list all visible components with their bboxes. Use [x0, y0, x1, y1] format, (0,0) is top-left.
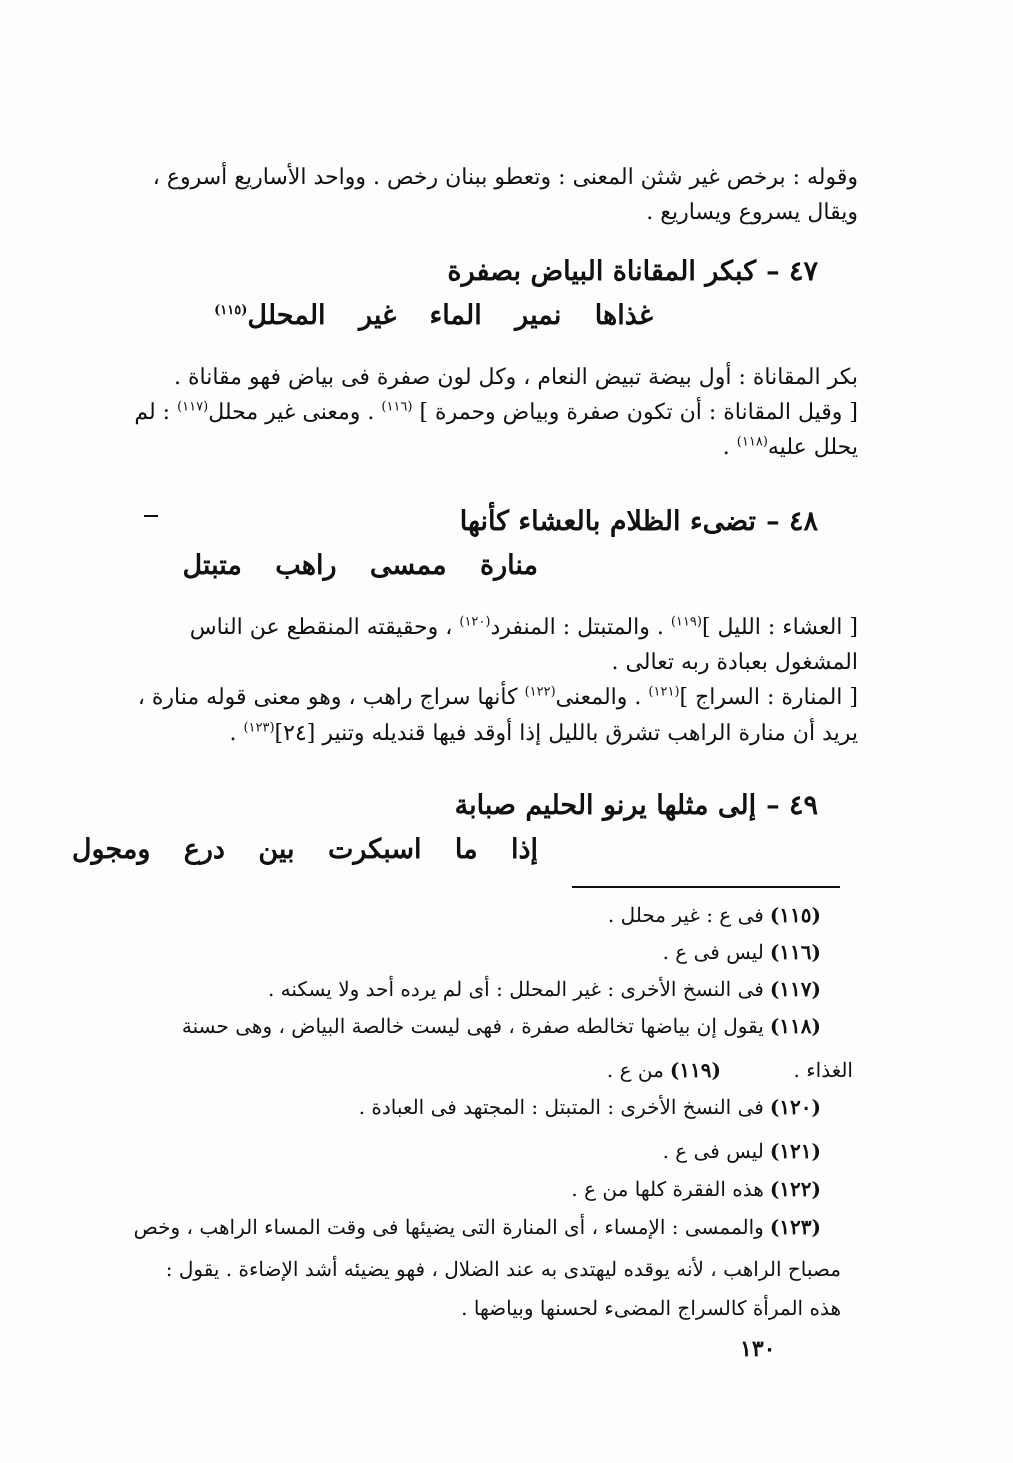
text-span: [ المنارة : السراج ]: [679, 685, 858, 711]
footnote-123-continued-2: [461, 1296, 841, 1320]
footnote-117: [268, 977, 821, 1001]
text-span: يحلل عليه: [767, 435, 858, 461]
footnote-ref-116: (١١٦): [381, 399, 413, 415]
verse-49-second-text: إذا ما اسبكرت بين درع ومجول: [71, 834, 538, 865]
footnote-ref-120: (١٢٠): [459, 614, 491, 630]
verse-49-second-hemistich: [72, 834, 538, 865]
footnote-ref-121: (١٢١): [648, 685, 680, 701]
footnote-text: الغذاء .: [793, 1058, 853, 1082]
footnote-ref-123: (١٢٣): [243, 720, 275, 736]
footnote-text: فى النسخ الأخرى : غير المحلل : أى لم يرده أحد ولا يسكنه .: [267, 977, 764, 1001]
footnote-number: (١٢٣): [769, 1215, 821, 1239]
text-span: : لم: [134, 400, 171, 426]
footnote-116: [663, 940, 821, 964]
footnote-number: (١٢٢): [769, 1177, 821, 1201]
verse-47-second-text: غذاها نمير الماء غير المحلل: [247, 300, 653, 331]
footnote-text: ليس فى ع .: [662, 1139, 764, 1163]
verse-48-number: ٤٨ –: [766, 506, 818, 537]
footnote-119: [607, 1058, 721, 1082]
footnote-text: يقول إن بياضها تخالطه صفرة ، فهى ليست خالصة البياض ، وهى حسنة: [181, 1014, 764, 1038]
commentary-47-line-3: [143, 430, 858, 465]
footnote-number: (١١٩): [669, 1058, 721, 1082]
footnote-text: من ع .: [606, 1058, 664, 1082]
footnote-number: (١٢٠): [769, 1095, 821, 1119]
footnote-122: [571, 1177, 821, 1201]
footnote-text: مصباح الراهب ، لأنه يوقده ليهتدى به عند الضلال ، فهو يضيئه أشد الإضاءة . يقول :: [165, 1257, 841, 1281]
commentary-48-line-2: المشغول بعبادة ربه تعالى .: [611, 650, 858, 676]
intro-paragraph: [148, 160, 858, 230]
text-span: .: [229, 720, 237, 746]
footnote-118: [182, 1014, 821, 1038]
text-span: [ العشاء : الليل ]: [701, 615, 858, 640]
margin-dash: [144, 515, 158, 517]
verse-47-number: ٤٧ –: [766, 256, 818, 287]
commentary-48-line-4: [143, 716, 858, 751]
footnote-text: فى ع : غير محلل .: [607, 903, 764, 927]
verse-48-second-hemistich: [182, 550, 538, 581]
verse-49-number: ٤٩ –: [766, 790, 818, 821]
verse-47-first-text: كبكر المقاناة البياض بصفرة: [447, 256, 757, 287]
text-span: يريد أن منارة الراهب تشرق بالليل إذا أوقد فيها قنديله وتنير [٢٤]: [274, 720, 858, 746]
footnote-123-continued-1: [166, 1257, 841, 1281]
footnote-text: هذه الفقرة كلها من ع .: [571, 1177, 764, 1201]
footnote-ref-117: (١١٧): [177, 399, 209, 415]
commentary-47-line-2: [134, 395, 858, 430]
text-span: . ومعنى غير محلل: [208, 400, 375, 426]
footnote-text: والممسى : الإمساء ، أى المنارة التى يضيئها فى وقت المساء الراهب ، وخص: [133, 1215, 764, 1239]
verse-48-first-text: تضىء الظلام بالعشاء كأنها: [459, 506, 757, 537]
verse-47-first-hemistich: [447, 256, 818, 287]
intro-line-2: ويقال يسروع ويساريع .: [646, 200, 858, 226]
commentary-48: [137, 610, 858, 751]
commentary-47: [134, 360, 858, 466]
verse-48-first-hemistich: [460, 506, 818, 537]
text-span: كأنها سراج راهب ، وهو معنى قوله منارة ،: [137, 685, 518, 711]
verse-48-second-text: منارة ممسى راهب متبتل: [182, 550, 538, 581]
footnote-number: (١٢١): [769, 1139, 821, 1163]
footnote-ref-119: (١١٩): [670, 614, 702, 630]
footnotes-divider: [572, 886, 840, 888]
footnote-118-continued: [794, 1058, 853, 1082]
footnote-123: [134, 1215, 821, 1239]
footnote-number: (١١٥): [769, 903, 821, 927]
footnote-text: فى النسخ الأخرى : المتبتل : المجتهد فى العبادة .: [358, 1095, 764, 1119]
footnote-number: (١١٦): [769, 940, 821, 964]
verse-49-first-text: إلى مثلها يرنو الحليم صبابة: [454, 790, 757, 821]
footnote-ref-115: (١١٥): [214, 303, 248, 318]
footnote-text: ليس فى ع .: [662, 940, 764, 964]
page-number: ١٣٠: [740, 1336, 776, 1362]
verse-49-first-hemistich: [455, 790, 818, 821]
footnote-121: [663, 1139, 821, 1163]
text-span: [ وقيل المقاناة : أن تكون صفرة وبياض وحمرة ]: [419, 400, 858, 426]
text-span: . والمتبتل : المنفرد: [490, 615, 664, 640]
footnote-number: (١١٧): [769, 977, 821, 1001]
footnote-ref-118: (١١٨): [736, 435, 768, 451]
intro-line-1: وقوله : برخص غير شثن المعنى : وتعطو ببنان رخص . وواحد الأساريع أسروع ،: [152, 165, 858, 190]
commentary-48-line-1: [143, 610, 858, 645]
text-span: . والمعنى: [555, 685, 642, 711]
footnote-text: هذه المرأة كالسراج المضىء لحسنها وبياضها .: [461, 1296, 841, 1320]
text-span: ، وحقيقته المنقطع عن الناس: [189, 615, 453, 640]
footnote-number: (١١٨): [769, 1014, 821, 1038]
commentary-48-line-3: [137, 680, 858, 715]
footnote-115: [608, 903, 821, 927]
footnote-ref-122: (١٢٢): [524, 685, 556, 701]
footnote-120: [359, 1095, 821, 1119]
verse-47-second-hemistich: [214, 300, 653, 331]
commentary-47-line-1: بكر المقاناة : أول بيضة تبيض النعام ، وكل لون صفرة فى بياض فهو مقاناة .: [174, 365, 858, 390]
text-span: .: [722, 435, 730, 461]
